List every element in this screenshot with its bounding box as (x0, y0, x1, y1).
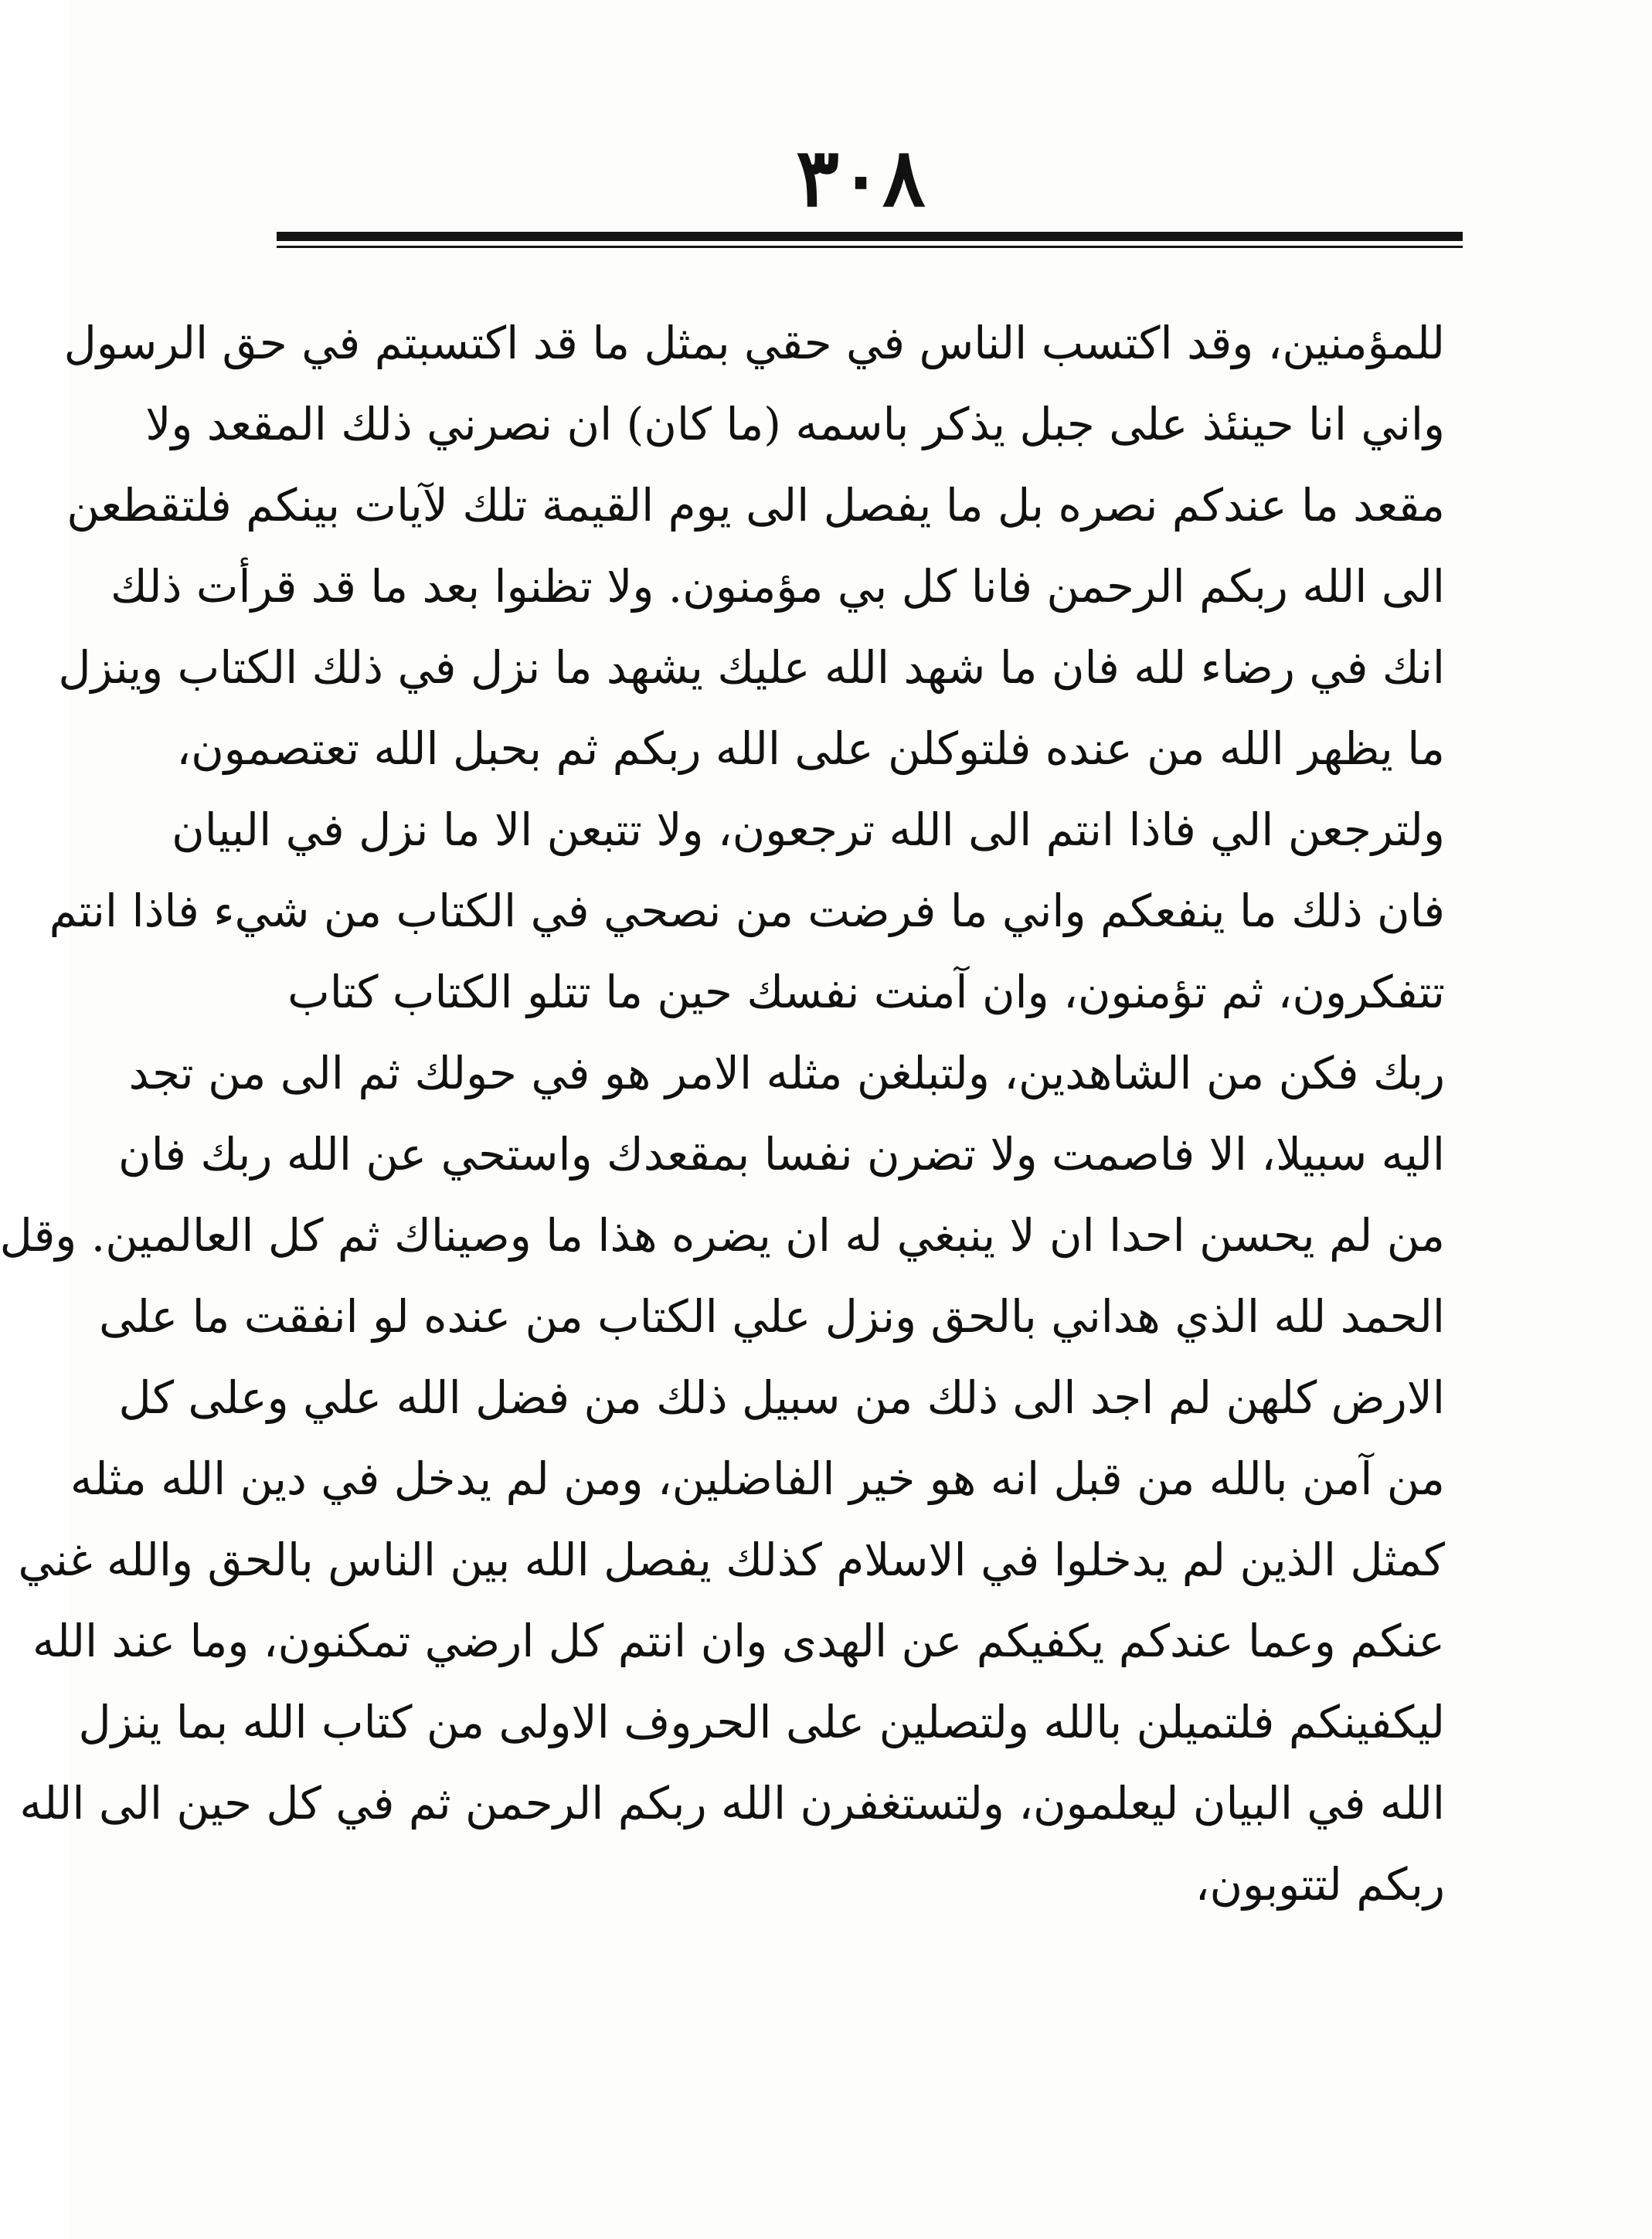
text-line: ليكفينكم فلتميلن بالله ولتصلين على الحروف الاولى من كتاب الله بما ينزل (78, 1696, 1445, 1748)
header-rule-thin (277, 246, 1463, 248)
text-line: ما يظهر الله من عنده فلتوكلن على الله ربكم ثم بحبل الله تعتصمون، (176, 722, 1445, 775)
text-line: الحمد لله الذي هداني بالحق ونزل علي الكتاب من عنده لو انفقت ما على (98, 1290, 1445, 1343)
text-line: ربك فكن من الشاهدين، ولتبلغن مثله الامر هو في حولك ثم الى من تجد (128, 1047, 1445, 1099)
text-line-last: ربكم لتتوبون، (1195, 1858, 1445, 1911)
text-line: انك في رضاء لله فان ما شهد الله عليك يشهد ما نزل في ذلك الكتاب وينزل (58, 641, 1445, 694)
text-line: من آمن بالله من قبل انه هو خير الفاضلين، ومن لم يدخل في دين الله مثله (70, 1452, 1445, 1505)
text-line: الارض كلهن لم اجد الى ذلك من سبيل ذلك من فضل الله علي وعلى كل (118, 1371, 1445, 1424)
body-text (0, 303, 1445, 1925)
text-line: مقعد ما عندكم نصره بل ما يفصل الى يوم القيمة تلك لآيات بينكم فلتقطعن (66, 479, 1445, 532)
text-line: تتفكرون، ثم تؤمنون، وان آمنت نفسك حين ما تتلو الكتاب كتاب (287, 966, 1445, 1018)
text-line: الى الله ربكم الرحمن فانا كل بي مؤمنون. ولا تظنوا بعد ما قد قرأت ذلك (110, 560, 1445, 613)
header-rule-thick (277, 232, 1463, 241)
text-line: كمثل الذين لم يدخلوا في الاسلام كذلك يفصل الله بين الناس بالحق والله غني (18, 1534, 1445, 1586)
text-line: عنكم وعما عندكم يكفيكم عن الهدى وان انتم كل ارضي تمكنون، وما عند الله (32, 1615, 1445, 1667)
text-line: فان ذلك ما ينفعكم واني ما فرضت من نصحي في الكتاب من شيء فاذا انتم (49, 885, 1445, 937)
text-line: للمؤمنين، وقد اكتسب الناس في حقي بمثل ما قد اكتسبتم في حق الرسول (63, 317, 1445, 369)
page-number: ٣٠٨ (796, 130, 926, 225)
text-line: اليه سبيلا، الا فاصمت ولا تضرن نفسا بمقعدك واستحي عن الله ربك فان (117, 1128, 1445, 1181)
text-line: ولترجعن الي فاذا انتم الى الله ترجعون، ولا تتبعن الا ما نزل في البيان (172, 804, 1445, 856)
text-line: الله في البيان ليعلمون، ولتستغفرن الله ربكم الرحمن ثم في كل حين الى الله (19, 1777, 1445, 1830)
text-line: من لم يحسن احدا ان لا ينبغي له ان يضره هذا ما وصيناك ثم كل العالمين. وقل (0, 1209, 1445, 1262)
text-line: واني انا حينئذ على جبل يذكر باسمه (ما كان) ان نصرني ذلك المقعد ولا (145, 398, 1445, 450)
